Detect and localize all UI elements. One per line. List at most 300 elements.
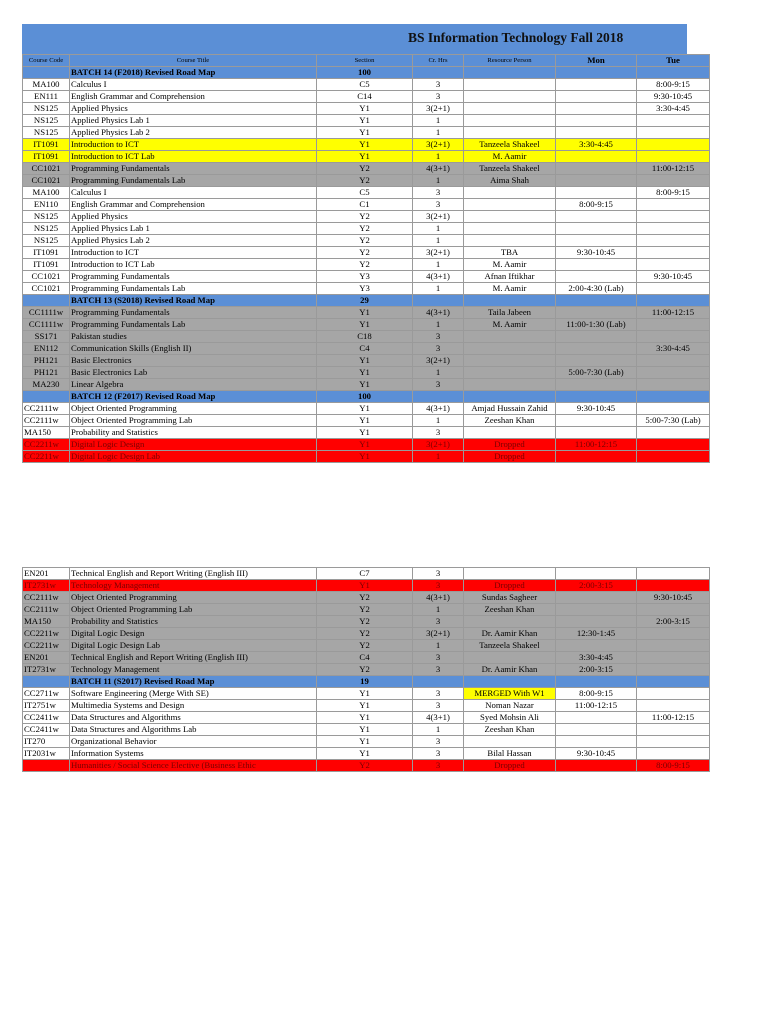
- cell-course-code: IT2731w: [23, 580, 70, 592]
- course-row: [23, 451, 710, 463]
- cell-tue: [637, 223, 710, 235]
- cell-mon: [556, 676, 637, 688]
- cell-course-code: CC1021: [23, 163, 70, 175]
- course-row: [23, 616, 710, 628]
- course-row: [23, 367, 710, 379]
- cell-credit-hours: 3(2+1): [413, 103, 464, 115]
- cell-course-title: Software Engineering (Merge With SE): [70, 688, 317, 700]
- cell-course-code: NS125: [23, 223, 70, 235]
- cell-tue: 9:30-10:45: [637, 592, 710, 604]
- batch-header-row: [23, 67, 710, 79]
- course-row: [23, 115, 710, 127]
- cell-section: Y1: [317, 367, 413, 379]
- cell-mon: [556, 451, 637, 463]
- cell-section: Y1: [317, 151, 413, 163]
- cell-credit-hours: 3(2+1): [413, 247, 464, 259]
- cell-tue: 3:30-4:45: [637, 343, 710, 355]
- cell-credit-hours: 1: [413, 451, 464, 463]
- cell-section: C7: [317, 568, 413, 580]
- cell-course-title: Technical English and Report Writing (English III): [70, 652, 317, 664]
- cell-credit-hours: 1: [413, 151, 464, 163]
- course-row: [23, 319, 710, 331]
- cell-tue: [637, 604, 710, 616]
- cell-section: Y1: [317, 379, 413, 391]
- cell-course-code: NS125: [23, 115, 70, 127]
- cell-course-title: Object Oriented Programming: [70, 403, 317, 415]
- cell-mon: [556, 175, 637, 187]
- cell-section: Y1: [317, 748, 413, 760]
- cell-mon: [556, 91, 637, 103]
- cell-course-code: [23, 760, 70, 772]
- cell-resource-person: Tanzeela Shakeel: [464, 640, 556, 652]
- cell-resource-person: Dropped: [464, 580, 556, 592]
- cell-course-code: CC2411w: [23, 712, 70, 724]
- cell-course-code: CC1021: [23, 271, 70, 283]
- cell-credit-hours: 3: [413, 688, 464, 700]
- cell-tue: [637, 379, 710, 391]
- cell-tue: [637, 115, 710, 127]
- cell-tue: [637, 427, 710, 439]
- course-row: [23, 91, 710, 103]
- course-row: [23, 151, 710, 163]
- cell-resource-person: Bilal Hassan: [464, 748, 556, 760]
- cell-resource-person: MERGED With W1: [464, 688, 556, 700]
- cell-credit-hours: 3(2+1): [413, 211, 464, 223]
- cell-mon: [556, 151, 637, 163]
- cell-course-code: EN112: [23, 343, 70, 355]
- cell-section: 29: [317, 295, 413, 307]
- course-row: [23, 307, 710, 319]
- cell-section: Y1: [317, 736, 413, 748]
- cell-course-title: Applied Physics Lab 1: [70, 115, 317, 127]
- cell-section: Y2: [317, 628, 413, 640]
- cell-resource-person: Zeeshan Khan: [464, 724, 556, 736]
- cell-course-code: IT270: [23, 736, 70, 748]
- cell-course-title: Applied Physics Lab 1: [70, 223, 317, 235]
- cell-mon: [556, 115, 637, 127]
- cell-section: Y2: [317, 163, 413, 175]
- cell-resource-person: Tanzeela Shakeel: [464, 163, 556, 175]
- cell-course-code: MA100: [23, 187, 70, 199]
- cell-mon: 8:00-9:15: [556, 199, 637, 211]
- course-row: [23, 415, 710, 427]
- cell-course-code: SS171: [23, 331, 70, 343]
- cell-section: Y1: [317, 139, 413, 151]
- cell-resource-person: Dr. Aamir Khan: [464, 628, 556, 640]
- cell-tue: [637, 688, 710, 700]
- cell-mon: [556, 343, 637, 355]
- cell-course-code: [23, 391, 70, 403]
- cell-section: Y1: [317, 700, 413, 712]
- cell-section: Y1: [317, 451, 413, 463]
- cell-credit-hours: 3: [413, 343, 464, 355]
- cell-credit-hours: 3: [413, 199, 464, 211]
- course-row: [23, 343, 710, 355]
- cell-resource-person: M. Aamir: [464, 319, 556, 331]
- cell-credit-hours: 3: [413, 379, 464, 391]
- course-row: [23, 403, 710, 415]
- cell-credit-hours: [413, 676, 464, 688]
- cell-tue: [637, 568, 710, 580]
- cell-course-code: IT1091: [23, 259, 70, 271]
- cell-tue: 8:00-9:15: [637, 187, 710, 199]
- cell-section: Y1: [317, 688, 413, 700]
- cell-resource-person: [464, 343, 556, 355]
- header-course-code: Course Code: [23, 55, 70, 67]
- cell-mon: [556, 616, 637, 628]
- cell-credit-hours: 3: [413, 760, 464, 772]
- cell-course-title: Communication Skills (English II): [70, 343, 317, 355]
- cell-course-title: Object Oriented Programming Lab: [70, 415, 317, 427]
- cell-credit-hours: 1: [413, 223, 464, 235]
- course-row: [23, 103, 710, 115]
- cell-course-code: CC2111w: [23, 403, 70, 415]
- cell-section: Y2: [317, 259, 413, 271]
- cell-mon: 9:30-10:45: [556, 247, 637, 259]
- course-row: [23, 688, 710, 700]
- cell-section: Y1: [317, 724, 413, 736]
- cell-resource-person: Noman Nazar: [464, 700, 556, 712]
- cell-course-code: IT2031w: [23, 748, 70, 760]
- cell-course-title: Multimedia Systems and Design: [70, 700, 317, 712]
- course-row: [23, 259, 710, 271]
- cell-section: 19: [317, 676, 413, 688]
- cell-section: C18: [317, 331, 413, 343]
- cell-tue: [637, 700, 710, 712]
- cell-resource-person: M. Aamir: [464, 283, 556, 295]
- cell-mon: 2:00-4:30 (Lab): [556, 283, 637, 295]
- cell-mon: [556, 295, 637, 307]
- cell-course-code: IT1091: [23, 247, 70, 259]
- cell-section: Y2: [317, 592, 413, 604]
- cell-tue: 9:30-10:45: [637, 271, 710, 283]
- cell-resource-person: Dropped: [464, 451, 556, 463]
- cell-mon: 9:30-10:45: [556, 403, 637, 415]
- cell-credit-hours: 4(3+1): [413, 271, 464, 283]
- cell-course-code: [23, 676, 70, 688]
- cell-mon: [556, 127, 637, 139]
- cell-course-title: English Grammar and Comprehension: [70, 91, 317, 103]
- header-section: Section: [317, 55, 413, 67]
- cell-section: Y1: [317, 103, 413, 115]
- cell-tue: [637, 676, 710, 688]
- cell-tue: [637, 151, 710, 163]
- cell-resource-person: [464, 235, 556, 247]
- cell-course-code: CC2211w: [23, 640, 70, 652]
- cell-mon: [556, 187, 637, 199]
- batch-header-row: [23, 676, 710, 688]
- cell-tue: [637, 199, 710, 211]
- cell-section: Y2: [317, 640, 413, 652]
- cell-tue: 11:00-12:15: [637, 163, 710, 175]
- cell-resource-person: [464, 379, 556, 391]
- timetable-table-2: [22, 567, 710, 772]
- cell-section: Y1: [317, 427, 413, 439]
- cell-resource-person: [464, 127, 556, 139]
- cell-tue: [637, 331, 710, 343]
- cell-credit-hours: 3(2+1): [413, 628, 464, 640]
- cell-tue: [637, 295, 710, 307]
- header-tue: Tue: [637, 55, 710, 67]
- cell-resource-person: M. Aamir: [464, 151, 556, 163]
- cell-course-code: MA150: [23, 616, 70, 628]
- cell-resource-person: [464, 79, 556, 91]
- cell-mon: [556, 235, 637, 247]
- course-row: [23, 712, 710, 724]
- cell-credit-hours: 4(3+1): [413, 307, 464, 319]
- cell-resource-person: [464, 187, 556, 199]
- cell-section: C4: [317, 652, 413, 664]
- header-row: [23, 55, 710, 67]
- cell-course-title: Organizational Behavior: [70, 736, 317, 748]
- cell-mon: [556, 67, 637, 79]
- sheet-title: BS Information Technology Fall 2018: [408, 30, 624, 45]
- cell-resource-person: [464, 616, 556, 628]
- course-row: [23, 724, 710, 736]
- cell-resource-person: M. Aamir: [464, 259, 556, 271]
- cell-tue: 3:30-4:45: [637, 103, 710, 115]
- cell-course-title: Applied Physics Lab 2: [70, 127, 317, 139]
- cell-resource-person: [464, 331, 556, 343]
- course-row: [23, 199, 710, 211]
- cell-credit-hours: 4(3+1): [413, 712, 464, 724]
- course-row: [23, 355, 710, 367]
- cell-resource-person: [464, 103, 556, 115]
- cell-mon: [556, 355, 637, 367]
- course-row: [23, 247, 710, 259]
- cell-course-title: Information Systems: [70, 748, 317, 760]
- cell-course-code: CC1021: [23, 283, 70, 295]
- cell-mon: 3:30-4:45: [556, 139, 637, 151]
- cell-course-code: NS125: [23, 103, 70, 115]
- cell-credit-hours: 1: [413, 283, 464, 295]
- course-row: [23, 628, 710, 640]
- cell-course-title: Introduction to ICT Lab: [70, 151, 317, 163]
- cell-tue: [637, 439, 710, 451]
- course-row: [23, 271, 710, 283]
- cell-resource-person: [464, 391, 556, 403]
- cell-credit-hours: 4(3+1): [413, 403, 464, 415]
- cell-mon: 11:00-12:15: [556, 700, 637, 712]
- course-row: [23, 568, 710, 580]
- cell-course-title: Calculus I: [70, 187, 317, 199]
- cell-credit-hours: 3(2+1): [413, 139, 464, 151]
- batch-header-row: [23, 391, 710, 403]
- cell-course-title: Linear Algebra: [70, 379, 317, 391]
- cell-mon: [556, 271, 637, 283]
- cell-course-code: PH121: [23, 355, 70, 367]
- cell-section: 100: [317, 67, 413, 79]
- course-row: [23, 580, 710, 592]
- cell-tue: [637, 355, 710, 367]
- cell-course-title: Digital Logic Design: [70, 439, 317, 451]
- course-row: [23, 592, 710, 604]
- cell-tue: [637, 247, 710, 259]
- cell-mon: 12:30-1:45: [556, 628, 637, 640]
- course-row: [23, 640, 710, 652]
- cell-resource-person: Zeeshan Khan: [464, 604, 556, 616]
- cell-tue: [637, 211, 710, 223]
- cell-tue: [637, 451, 710, 463]
- timetable-sheet: [22, 24, 701, 463]
- cell-resource-person: [464, 223, 556, 235]
- cell-credit-hours: 3: [413, 652, 464, 664]
- cell-section: Y1: [317, 115, 413, 127]
- cell-section: C4: [317, 343, 413, 355]
- cell-credit-hours: [413, 391, 464, 403]
- cell-tue: [637, 580, 710, 592]
- cell-mon: 2:00-3:15: [556, 580, 637, 592]
- cell-course-code: IT2731w: [23, 664, 70, 676]
- cell-tue: 5:00-7:30 (Lab): [637, 415, 710, 427]
- course-row: [23, 283, 710, 295]
- cell-mon: 3:30-4:45: [556, 652, 637, 664]
- course-row: [23, 175, 710, 187]
- cell-tue: 8:00-9:15: [637, 79, 710, 91]
- course-row: [23, 331, 710, 343]
- cell-tue: [637, 175, 710, 187]
- course-row: [23, 664, 710, 676]
- cell-course-code: MA100: [23, 79, 70, 91]
- cell-course-code: [23, 295, 70, 307]
- cell-course-code: NS125: [23, 235, 70, 247]
- cell-credit-hours: [413, 295, 464, 307]
- cell-mon: [556, 391, 637, 403]
- cell-resource-person: [464, 568, 556, 580]
- cell-mon: [556, 736, 637, 748]
- course-row: [23, 127, 710, 139]
- cell-section: Y2: [317, 235, 413, 247]
- cell-resource-person: [464, 211, 556, 223]
- cell-section: Y1: [317, 307, 413, 319]
- timetable-sheet-lower: [22, 567, 695, 772]
- cell-course-title: Applied Physics: [70, 103, 317, 115]
- cell-course-title: Programming Fundamentals: [70, 163, 317, 175]
- cell-course-title: BATCH 13 (S2018) Revised Road Map: [70, 295, 317, 307]
- cell-section: Y1: [317, 712, 413, 724]
- cell-credit-hours: [413, 67, 464, 79]
- cell-course-title: Data Structures and Algorithms Lab: [70, 724, 317, 736]
- header-resource-person: Resource Person: [464, 55, 556, 67]
- cell-mon: [556, 724, 637, 736]
- cell-mon: [556, 223, 637, 235]
- cell-section: Y2: [317, 247, 413, 259]
- cell-course-code: CC2711w: [23, 688, 70, 700]
- cell-resource-person: [464, 355, 556, 367]
- course-row: [23, 211, 710, 223]
- cell-course-code: NS125: [23, 211, 70, 223]
- cell-tue: 9:30-10:45: [637, 91, 710, 103]
- cell-tue: [637, 664, 710, 676]
- cell-section: Y2: [317, 664, 413, 676]
- cell-section: C5: [317, 187, 413, 199]
- batch-header-row: [23, 295, 710, 307]
- cell-tue: 2:00-3:15: [637, 616, 710, 628]
- cell-tue: [637, 67, 710, 79]
- cell-tue: [637, 748, 710, 760]
- header-mon: Mon: [556, 55, 637, 67]
- course-row: [23, 139, 710, 151]
- cell-resource-person: [464, 67, 556, 79]
- cell-credit-hours: 4(3+1): [413, 163, 464, 175]
- cell-course-title: Programming Fundamentals: [70, 307, 317, 319]
- cell-resource-person: [464, 427, 556, 439]
- cell-course-title: Programming Fundamentals Lab: [70, 319, 317, 331]
- cell-credit-hours: 1: [413, 175, 464, 187]
- cell-course-code: EN201: [23, 652, 70, 664]
- cell-section: C14: [317, 91, 413, 103]
- cell-course-code: MA230: [23, 379, 70, 391]
- cell-section: Y1: [317, 415, 413, 427]
- course-row: [23, 163, 710, 175]
- cell-resource-person: Afnan Iftikhar: [464, 271, 556, 283]
- cell-credit-hours: 3: [413, 331, 464, 343]
- cell-tue: [637, 724, 710, 736]
- cell-section: Y2: [317, 616, 413, 628]
- cell-resource-person: Dr. Aamir Khan: [464, 664, 556, 676]
- cell-course-code: [23, 67, 70, 79]
- cell-mon: 5:00-7:30 (Lab): [556, 367, 637, 379]
- cell-course-title: Pakistan studies: [70, 331, 317, 343]
- cell-course-title: Applied Physics Lab 2: [70, 235, 317, 247]
- cell-tue: [637, 127, 710, 139]
- cell-credit-hours: 1: [413, 115, 464, 127]
- cell-tue: [637, 403, 710, 415]
- cell-credit-hours: 3: [413, 568, 464, 580]
- cell-course-title: Introduction to ICT Lab: [70, 259, 317, 271]
- cell-course-title: Calculus I: [70, 79, 317, 91]
- cell-credit-hours: 3: [413, 736, 464, 748]
- cell-section: Y2: [317, 223, 413, 235]
- cell-mon: [556, 592, 637, 604]
- cell-credit-hours: 1: [413, 127, 464, 139]
- cell-course-title: Probability and Statistics: [70, 616, 317, 628]
- course-row: [23, 652, 710, 664]
- cell-tue: [637, 367, 710, 379]
- cell-tue: [637, 391, 710, 403]
- cell-course-code: CC2111w: [23, 415, 70, 427]
- course-row: [23, 79, 710, 91]
- cell-course-code: CC2211w: [23, 628, 70, 640]
- cell-credit-hours: 1: [413, 259, 464, 271]
- cell-credit-hours: 1: [413, 415, 464, 427]
- cell-tue: 11:00-12:15: [637, 712, 710, 724]
- cell-resource-person: Amjad Hussain Zahid: [464, 403, 556, 415]
- cell-section: 100: [317, 391, 413, 403]
- header-credit-hours: Cr. Hrs: [413, 55, 464, 67]
- course-row: [23, 187, 710, 199]
- cell-course-title: Programming Fundamentals: [70, 271, 317, 283]
- cell-course-title: BATCH 12 (F2017) Revised Road Map: [70, 391, 317, 403]
- cell-course-title: Technology Management: [70, 580, 317, 592]
- cell-course-title: Digital Logic Design Lab: [70, 640, 317, 652]
- cell-course-title: Programming Fundamentals Lab: [70, 175, 317, 187]
- cell-resource-person: [464, 736, 556, 748]
- course-row: [23, 439, 710, 451]
- cell-mon: 8:00-9:15: [556, 688, 637, 700]
- course-row: [23, 748, 710, 760]
- title-bar: [22, 24, 687, 54]
- cell-tue: [637, 319, 710, 331]
- cell-credit-hours: 1: [413, 319, 464, 331]
- cell-resource-person: [464, 91, 556, 103]
- cell-course-code: CC1111w: [23, 307, 70, 319]
- cell-course-code: CC1111w: [23, 319, 70, 331]
- cell-mon: [556, 760, 637, 772]
- cell-section: Y1: [317, 580, 413, 592]
- course-row: [23, 235, 710, 247]
- cell-tue: [637, 139, 710, 151]
